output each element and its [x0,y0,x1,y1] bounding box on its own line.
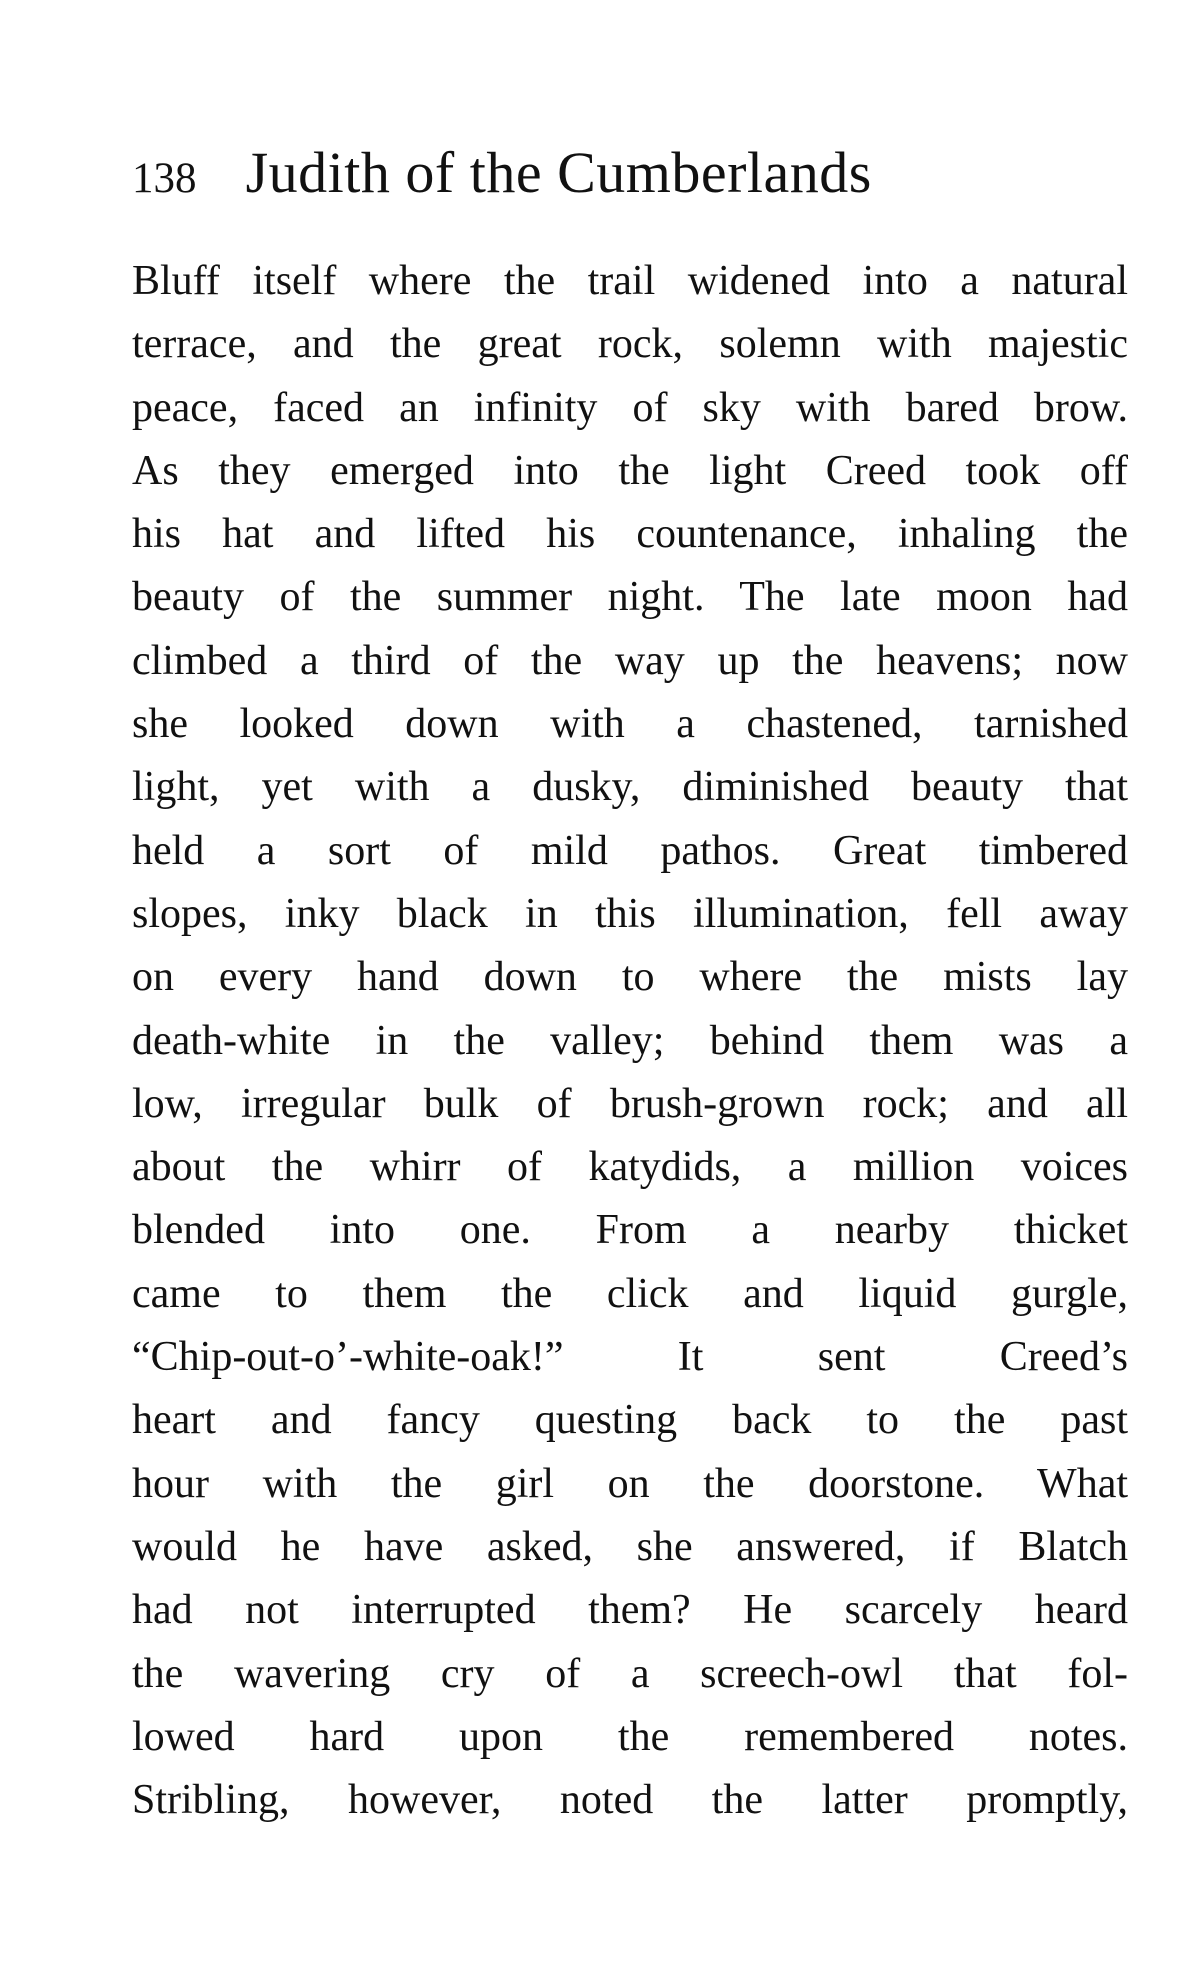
text-line: blended into one. From a nearby thicket [132,1207,1128,1254]
text-line: she looked down with a chastened, tarnished [132,701,1128,748]
text-line: low, irregular bulk of brush-grown rock; and all [132,1080,1128,1127]
text-line: As they emerged into the light Creed took off [132,447,1128,494]
text-line: slopes, inky black in this illumination, fell away [132,890,1128,937]
text-line: terrace, and the great rock, solemn with majestic [132,321,1128,368]
text-line: held a sort of mild pathos. Great timbered [132,827,1128,874]
text-line: climbed a third of the way up the heavens; now [132,637,1128,684]
text-line: his hat and lifted his countenance, inhaling the [132,511,1128,558]
text-line: came to them the click and liquid gurgle, [132,1270,1128,1317]
text-line: beauty of the summer night. The late moon had [132,574,1128,621]
text-line: would he have asked, she answered, if Blatch [132,1523,1128,1570]
text-line: hour with the girl on the doorstone. What [132,1460,1128,1507]
running-title: Judith of the Cumberlands [245,140,872,205]
page-number: 138 [132,155,197,202]
body-text [132,250,1128,1832]
text-line: light, yet with a dusky, diminished beauty that [132,764,1128,811]
text-line: “Chip-out-o’-white-oak!” It sent Creed’s [132,1334,1128,1381]
text-line: heart and fancy questing back to the past [132,1397,1128,1444]
text-line: peace, faced an infinity of sky with bared brow. [132,384,1128,431]
text-line: the wavering cry of a screech-owl that fol- [132,1650,1128,1697]
text-line: had not interrupted them? He scarcely heard [132,1587,1128,1634]
text-line: Stribling, however, noted the latter promptly, [132,1777,1128,1824]
text-line: on every hand down to where the mists lay [132,954,1128,1001]
text-line: death-white in the valley; behind them was a [132,1017,1128,1064]
text-line: Bluff itself where the trail widened into a natural [132,258,1128,304]
page-header [132,138,1132,208]
text-line: lowed hard upon the remembered notes. [132,1713,1128,1760]
text-line: about the whirr of katydids, a million voices [132,1144,1128,1191]
